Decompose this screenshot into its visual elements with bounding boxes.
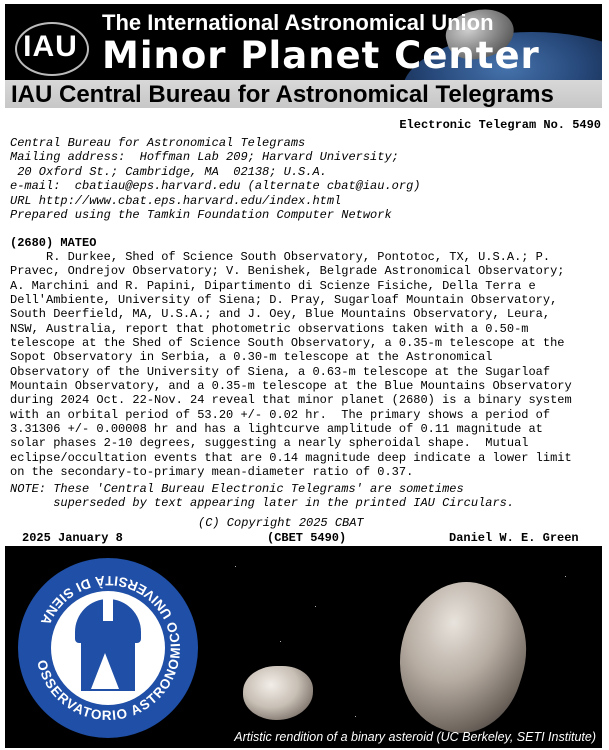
binary-asteroid-image [5, 546, 602, 748]
address-line: URL http://www.cbat.eps.harvard.edu/index.html [10, 193, 342, 208]
secondary-asteroid [243, 666, 313, 720]
note-line: NOTE: These 'Central Bureau Electronic Telegrams' are sometimes [10, 482, 464, 496]
body-line: Dell'Ambiente, University of Siena; D. Pray, Sugarloaf Mountain Observatory, [10, 293, 558, 308]
svg-text:OSSERVATORIO ASTRONOMICO UNIVE [34, 573, 183, 723]
body-line: Mountain Observatory, and a 0.35-m telescope at the Blue Mountains Observatory [10, 379, 572, 394]
body-line: A. Marchini and R. Papini, Dipartimento di Scienze Fisiche, Della Terra e [10, 278, 536, 293]
author-name: Daniel W. E. Green [449, 531, 579, 545]
header-banner [5, 4, 602, 80]
center-name: Minor Planet Center [102, 34, 540, 77]
primary-asteroid [380, 566, 545, 747]
body-line: Pravec, Ondrejov Observatory; V. Benishek, Belgrade Astronomical Observatory; [10, 264, 565, 279]
body-line: eclipse/occultation events that are 0.14 magnitude deep indicate a lower limit [10, 450, 572, 465]
address-block [10, 136, 420, 222]
body-line: Sopot Observatory in Serbia, a 0.30-m telescope at the Astronomical [10, 350, 493, 365]
body-line: NSW, Australia, report that photometric observations taken with a 0.50-m [10, 321, 529, 336]
body-line: Observatory of the University of Siena, a 0.63-m telescope at the Sugarloaf [10, 364, 551, 379]
body-line: R. Durkee, Shed of Science South Observatory, Pontotoc, TX, U.S.A.; P. [10, 250, 551, 264]
address-line: e-mail: cbatiau@eps.harvard.edu (alternate cbat@iau.org) [10, 179, 421, 194]
note-line: superseded by text appearing later in the printed IAU Circulars. [10, 496, 515, 511]
body-line: on the secondary-to-primary mean-diameter ratio of 0.37. [10, 465, 414, 480]
address-line: 20 Oxford St.; Cambridge, MA 02138; U.S.A. [10, 164, 327, 179]
copyright: (C) Copyright 2025 CBAT [198, 516, 364, 530]
organization-name: The International Astronomical Union [102, 10, 494, 35]
star [235, 566, 236, 567]
telegram-body [10, 250, 600, 480]
body-line: 3.31306 +/- 0.00008 hr and has a lightcurve amplitude of 0.11 magnitude at [10, 422, 543, 437]
seal-label: OSSERVATORIO ASTRONOMICO UNIVERSITÀ DI SIENA [34, 572, 184, 724]
body-line: with an orbital period of 53.20 +/- 0.02 hr. The primary shows a period of [10, 407, 551, 422]
seal-text [18, 558, 198, 738]
address-line: Prepared using the Tamkin Foundation Computer Network [10, 208, 392, 223]
star [355, 716, 356, 717]
logo-text: IAU [23, 30, 78, 63]
telegram-date: 2025 January 8 [22, 531, 123, 545]
body-line: South Deerfield, MA, U.S.A.; and J. Oey, Blue Mountains Observatory, Leura, [10, 307, 551, 322]
telegram-number: Electronic Telegram No. 5490 [399, 118, 601, 132]
star [565, 576, 566, 577]
body-line: during 2024 Oct. 22-Nov. 24 reveal that minor planet (2680) is a binary system [10, 393, 572, 408]
body-line: telescope at the Shed of Science South Observatory, a 0.35-m telescope at the [10, 336, 565, 351]
address-line: Mailing address: Hoffman Lab 209; Harvard University; [10, 150, 399, 165]
cbet-number: (CBET 5490) [267, 531, 347, 545]
star [315, 606, 316, 607]
bureau-bar [5, 80, 602, 108]
object-title: (2680) MATEO [10, 236, 97, 250]
address-line: Central Bureau for Astronomical Telegrams [10, 136, 306, 150]
star [280, 641, 281, 642]
image-caption: Artistic rendition of a binary asteroid (UC Berkeley, SETI Institute) [234, 730, 596, 744]
iau-logo [13, 22, 88, 72]
note-block [10, 482, 514, 511]
body-line: solar phases 2-10 degrees, suggesting a nearly spheroidal shape. Mutual [10, 436, 529, 451]
bureau-title: IAU Central Bureau for Astronomical Telegrams [11, 81, 554, 108]
